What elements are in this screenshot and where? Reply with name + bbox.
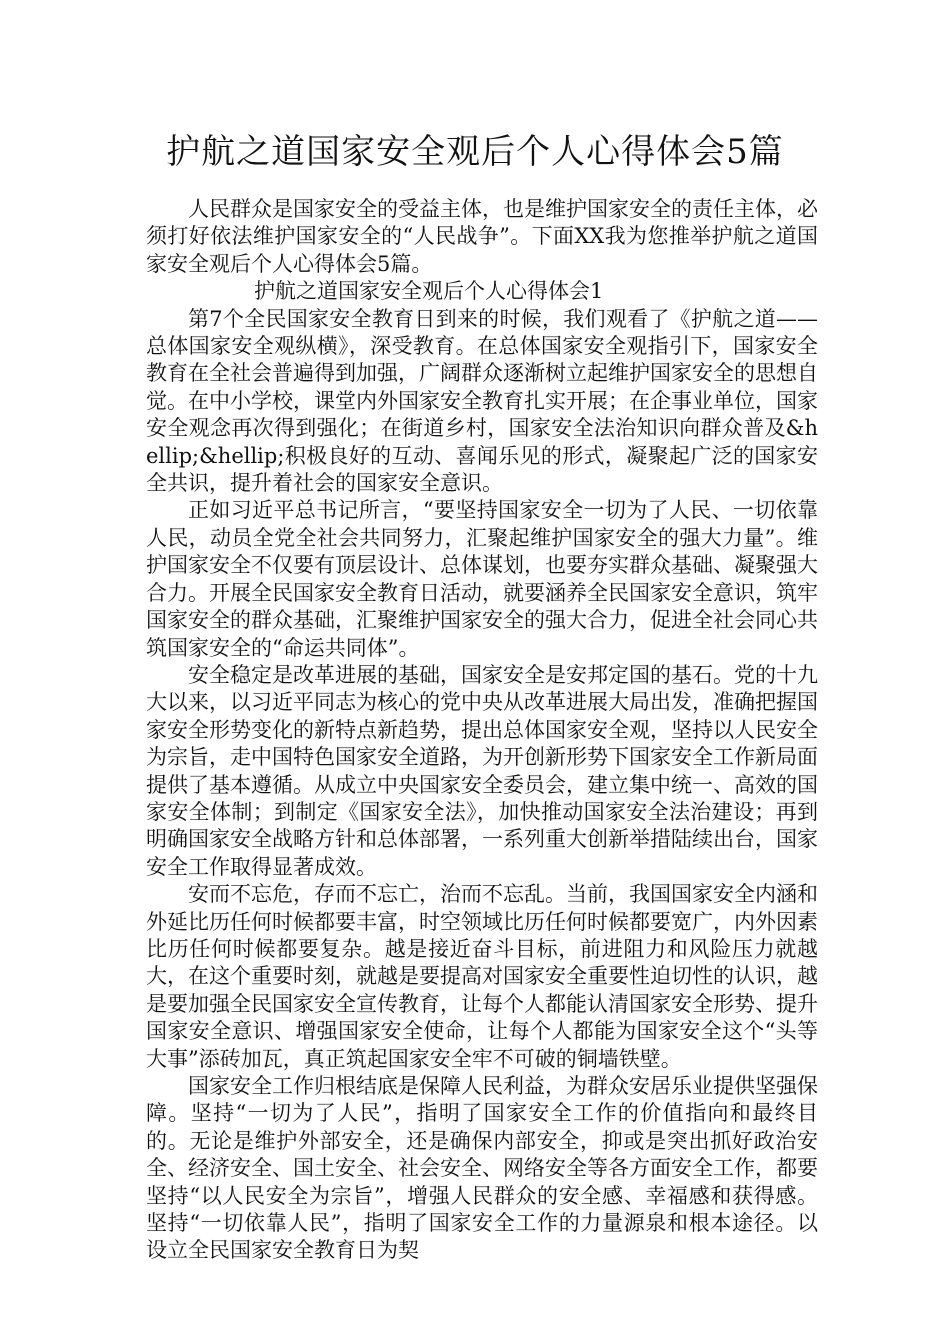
document-body [146, 196, 818, 1265]
body-paragraph-5: 国家安全工作归根结底是保障人民利益，为群众安居乐业提供坚强保障。坚持“一切为了人民”，指明了国家安全工作的价值指向和最终目的。无论是维护外部安全，还是确保内部安全，抑或是突出抓好政治安全、经济安全、国土安全、社会安全、网络安全等各方面安全工作，都要坚持“以人民安全为宗旨”，增强人民群众的安全感、幸福感和获得感。坚持“一切依靠人民”，指明了国家安全工作的力量源泉和根本途径。以设立全民国家安全教育日为契 [146, 1074, 818, 1263]
document-title: 护航之道国家安全观后个人心得体会5篇 [166, 132, 784, 172]
body-paragraph-3: 安全稳定是改革进展的基础，国家安全是安邦定国的基石。党的十九大以来，以习近平同志为核心的党中央从改革进展大局出发，准确把握国家安全形势变化的新特点新趋势，提出总体国家安全观，坚持以人民安全为宗旨，走中国特色国家安全道路，为开创新形势下国家安全工作新局面提供了基本遵循。从成立中央国家安全委员会，建立集中统一、高效的国家安全体制；到制定《国家安全法》，加快推动国家安全法治建设；再到明确国家安全战略方针和总体部署，一系列重大创新举措陆续出台，国家安全工作取得显著成效。 [146, 662, 818, 879]
section-heading: 护航之道国家安全观后个人心得体会1 [254, 279, 604, 304]
body-paragraph-4: 安而不忘危，存而不忘亡，治而不忘乱。当前，我国国家安全内涵和外延比历任何时候都要丰富，时空领域比历任何时候都要宽广，内外因素比历任何时候都要复杂。越是接近奋斗目标，前进阻力和风险压力就越大，在这个重要时刻，就越是要提高对国家安全重要性迫切性的认识，越是要加强全民国家安全宣传教育，让每个人都能认清国家安全形势、提升国家安全意识、增强国家安全使命，让每个人都能为国家安全这个“头等大事”添砖加瓦，真正筑起国家安全牢不可破的铜墙铁壁。 [146, 882, 818, 1071]
intro-paragraph: 人民群众是国家安全的受益主体，也是维护国家安全的责任主体，必须打好依法维护国家安全的“人民战争”。下面XX我为您推举护航之道国家安全观后个人心得体会5篇。 [146, 197, 818, 276]
body-paragraph-1: 第7个全民国家安全教育日到来的时候，我们观看了《护航之道——总体国家安全观纵横》，深受教育。在总体国家安全观指引下，国家安全教育在全社会普遍得到加强，广阔群众逐渐树立起维护国家安全的思想自觉。在中小学校，课堂内外国家安全教育扎实开展；在企事业单位，国家安全观念再次得到强化；在街道乡村，国家安全法治知识向群众普及&hellip;&hellip;积极良好的互动、喜闻乐见的形式，凝聚起广泛的国家安全共识，提升着社会的国家安全意识。 [146, 306, 818, 496]
body-paragraph-2: 正如习近平总书记所言，“要坚持国家安全一切为了人民、一切依靠人民，动员全党全社会共同努力，汇聚起维护国家安全的强大力量”。维护国家安全不仅要有顶层设计、总体谋划，也要夯实群众基础、凝聚强大合力。开展全民国家安全教育日活动，就要涵养全民国家安全意识，筑牢国家安全的群众基础，汇聚维护国家安全的强大合力，促进全社会同心共筑国家安全的“命运共同体”。 [146, 498, 818, 660]
